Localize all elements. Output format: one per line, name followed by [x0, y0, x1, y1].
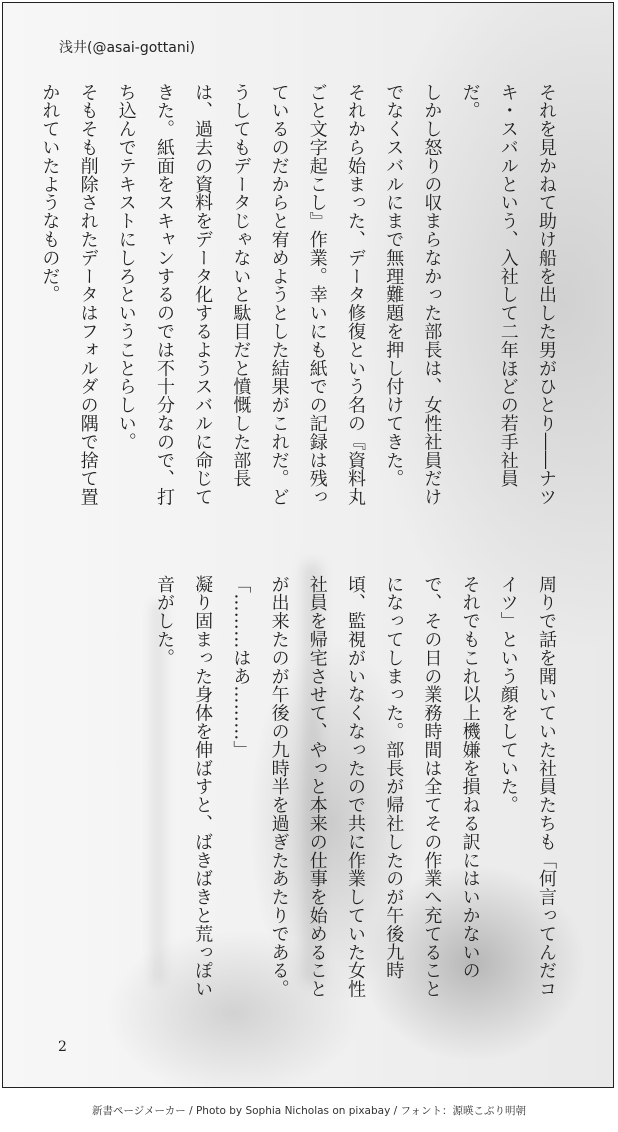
paragraph: それを見かねて助け船を出した男がひとり――ナツキ・スバルという、入社して二年ほどの若手社員だ。	[459, 83, 557, 507]
paragraph: そもそも削除されたデータはフォルダの隅で捨て置かれていたようなものだ。	[39, 83, 99, 507]
paragraph: それでもこれ以上機嫌を損ねる訳にはいかないので、その日の業務時間は全てその作業へ充てることになってしまった。部長が帰社したのが午後九時頃、監視がいなくなったので共に作業していた女性社員を帰宅させて、やっと本来の仕事を始めることが出来たのが午後の九時半を過ぎたあたりである。	[268, 575, 481, 999]
page-canvas	[2, 2, 614, 1088]
page-number: 2	[58, 1039, 67, 1055]
paragraph: 凝り固まった身体を伸ばすと、ばきばきと荒っぽい音がした。	[153, 575, 214, 999]
paragraph: 「………はあ………」	[230, 575, 252, 759]
credits-footer: 新書ページメーカー / Photo by Sophia Nicholas on pixabay / フォント：源暎こぶり明朝	[91, 1105, 526, 1117]
author-handle: 浅井(@asai-gottani)	[59, 40, 196, 56]
text-block-bottom	[145, 575, 565, 1005]
paragraph: しかし怒りの収まらなかった部長は、女性社員だけでなくスバルにまで無理難題を押し付けてきた。	[383, 83, 443, 507]
paragraph: それから始まった、データ修復という名の『資料丸ごと文字起こし』作業。幸いにも紙での記録は残っているのだからと宥めようとした結果がこれだ。どうしてもデータじゃないと駄目だと憤慨した部長は、過去の資料をデータ化するようスバルに命じてきた。紙面をスキャンするのでは不十分なので、打ち込んでテキストにしろということらしい。	[115, 83, 366, 507]
paragraph: 周りで話を聞いていた社員たちも「何言ってんだコイツ」という顔をしていた。	[497, 575, 557, 999]
text-block-top	[30, 83, 565, 523]
